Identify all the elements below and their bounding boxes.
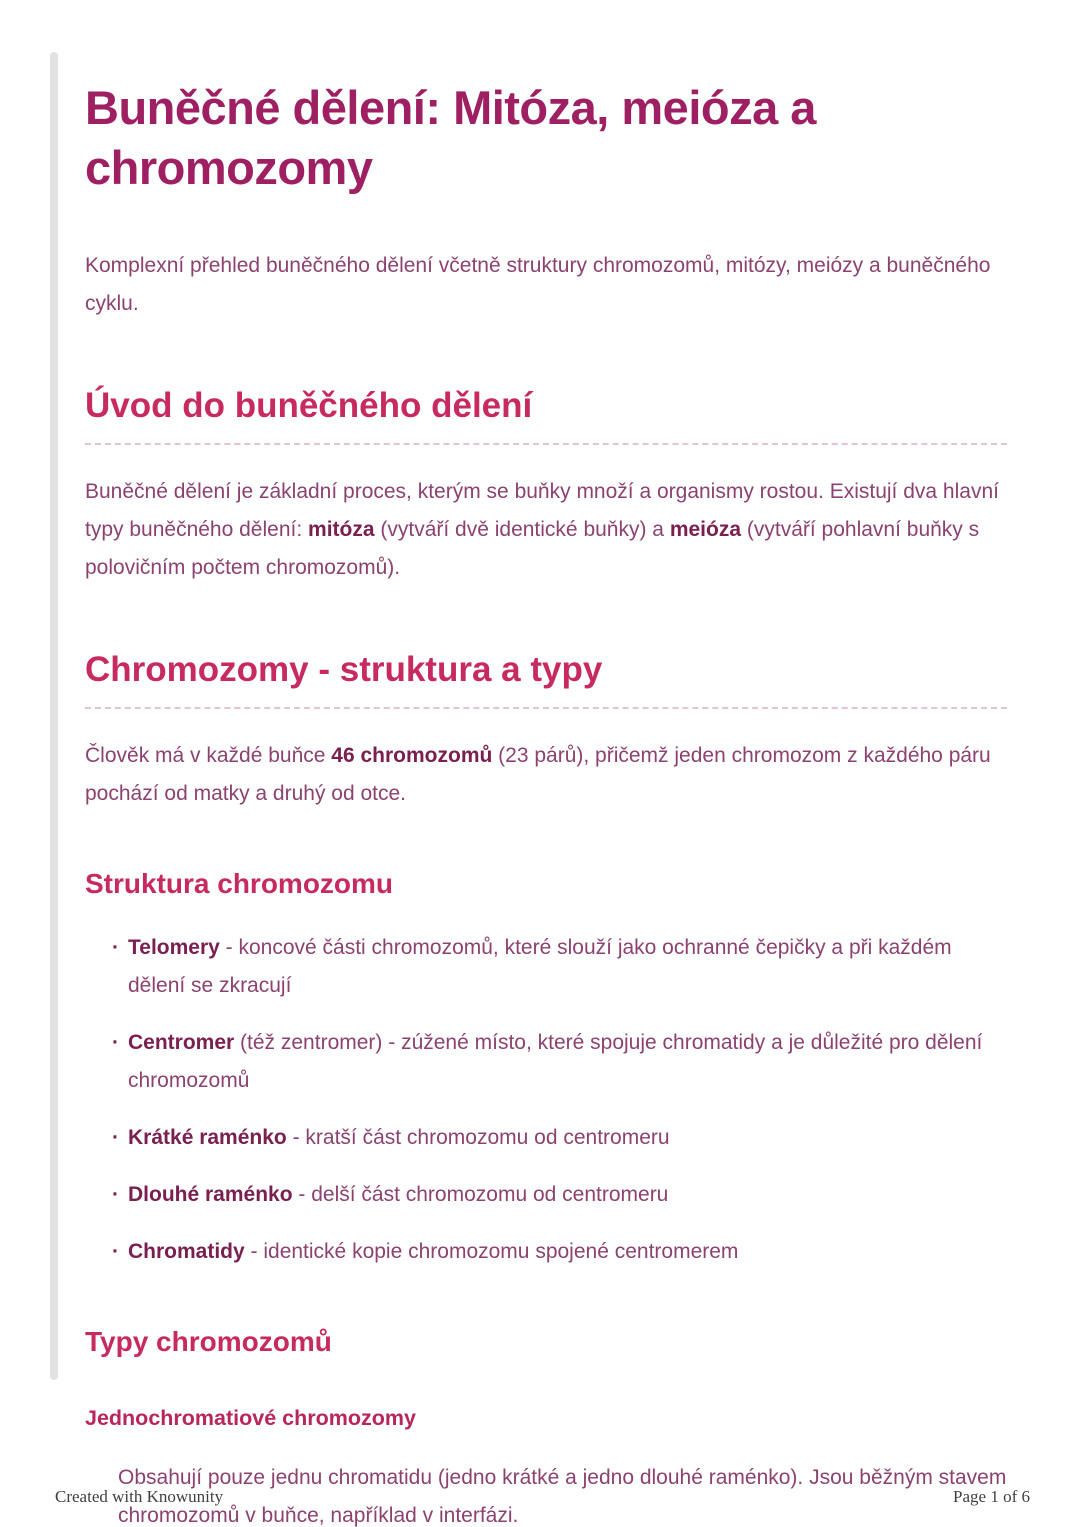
list-item-text: Dlouhé raménko - delší část chromozomu od centromeru (128, 1182, 669, 1206)
bullet-dot: · (112, 1182, 119, 1206)
document-content (85, 0, 1007, 1527)
bullet-dot: · (112, 1030, 119, 1054)
footer-page-number: Page 1 of 6 (953, 1487, 1030, 1506)
subsection-heading-structure: Struktura chromozomu (85, 868, 394, 900)
list-item-centromer (112, 1024, 1007, 1100)
bullet-dot: · (112, 1125, 119, 1149)
list-item-text: Telomery - koncové části chromozomů, které slouží jako ochranné čepičky a při každém dělení se zkracují (128, 935, 952, 997)
list-item-kratke-ramenko (112, 1119, 1007, 1157)
footer-credit: Created with Knowunity (55, 1487, 224, 1506)
page-title: Buněčné dělení: Mitóza, meióza a chromozomy (85, 81, 816, 194)
chromosome-structure-list (85, 929, 1007, 1271)
subsection-heading-types: Typy chromozomů (85, 1325, 332, 1357)
intro-paragraph: Buněčné dělení je základní proces, kterým se buňky množí a organismy rostou. Existují dva hlavní typy buněčného dělení: mitóza (vytváří dvě identické buňky) a meióza (vytváří pohlavní buňky s polovičním počtem chromozomů). (85, 480, 999, 580)
section-heading-chromosomes: Chromozomy - struktura a typy (85, 649, 1007, 709)
bullet-dot: · (112, 935, 119, 959)
page-footer (55, 1487, 1030, 1507)
list-item-dlouhe-ramenko (112, 1176, 1007, 1214)
section-heading-intro: Úvod do buněčného dělení (85, 385, 1007, 445)
list-item-text: Krátké raménko - kratší část chromozomu od centromeru (128, 1125, 670, 1149)
bullet-dot: · (112, 1239, 119, 1263)
list-item-chromatidy (112, 1233, 1007, 1271)
list-item-telomery (112, 929, 1007, 1005)
minor-heading-single-chromatid: Jednochromatiové chromozomy (85, 1405, 416, 1430)
list-item-text: Chromatidy - identické kopie chromozomu spojené centromerem (128, 1239, 739, 1263)
list-item-text: Centromer (též zentromer) - zúžené místo, které spojuje chromatidy a je důležité pro dělení chromozomů (128, 1030, 983, 1092)
single-chromatid-paragraph: Obsahují pouze jednu chromatidu (jedno krátké a jedno dlouhé raménko). Jsou běžným stavem chromozomů v buňce, například v interfázi. (118, 1465, 1007, 1527)
document-lead: Komplexní přehled buněčného dělení včetně struktury chromozomů, mitózy, meiózy a buněčného cyklu. (85, 254, 991, 316)
left-accent-bar (50, 52, 58, 1380)
chromosomes-paragraph: Člověk má v každé buňce 46 chromozomů (23 párů), přičemž jeden chromozom z každého páru pochází od matky a druhý od otce. (85, 744, 991, 806)
